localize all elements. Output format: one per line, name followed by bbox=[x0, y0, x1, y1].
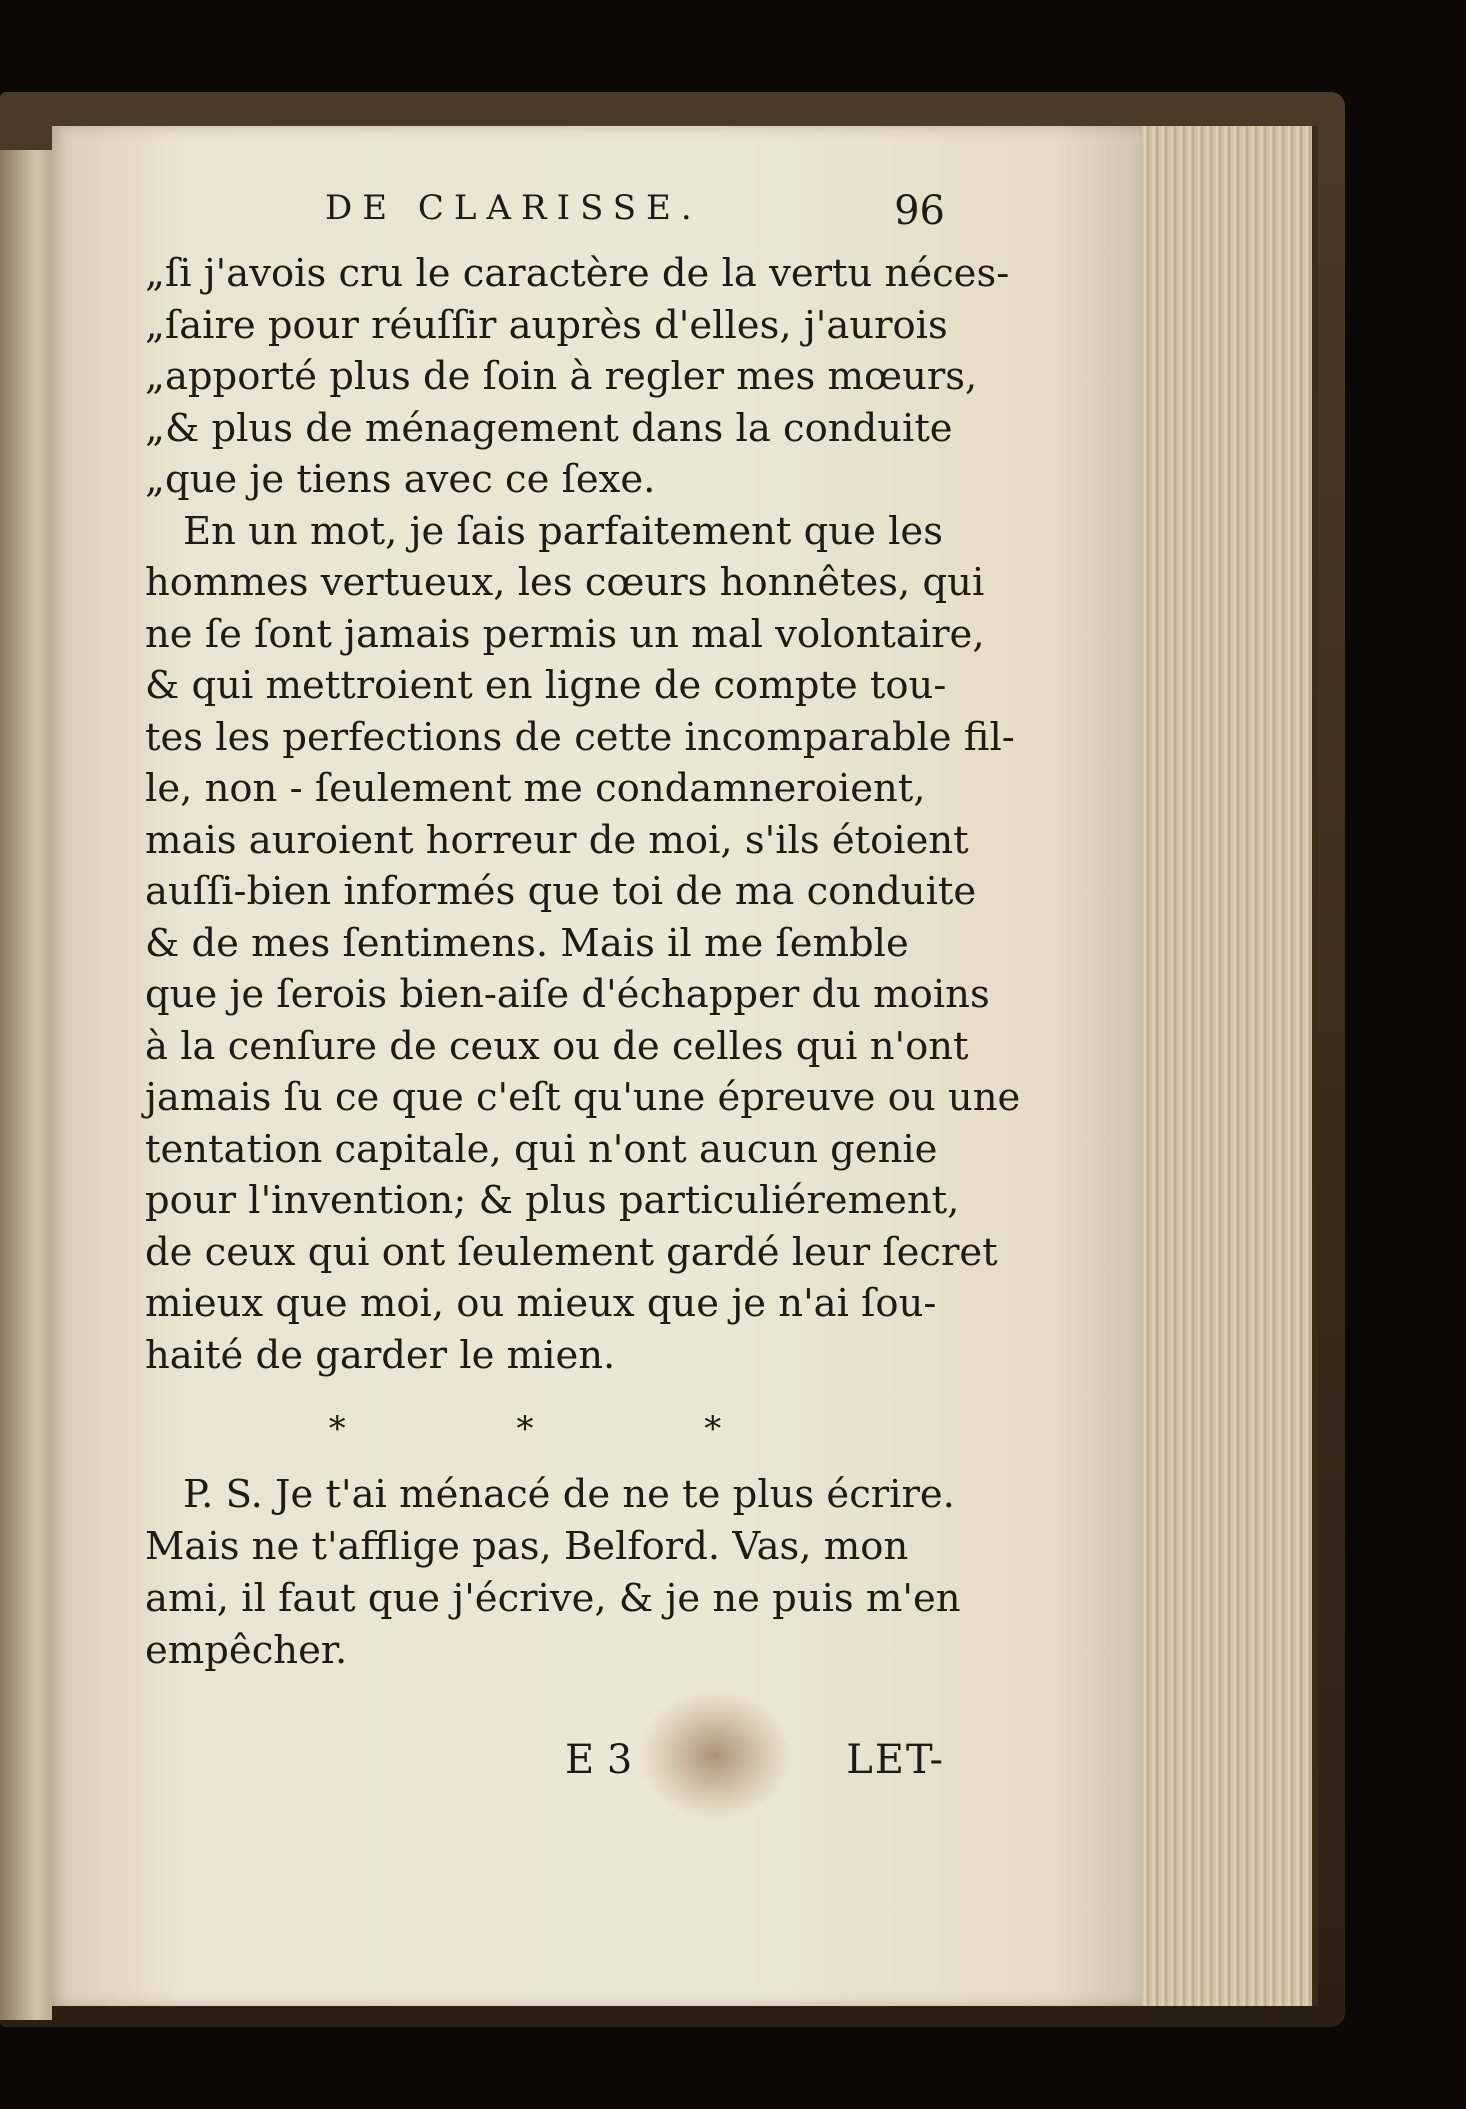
text-line: ne ſe ſont jamais permis un mal volontaire, bbox=[145, 611, 985, 657]
text-line: mais auroient horreur de moi, s'ils étoient bbox=[145, 817, 969, 863]
text-line: empêcher. bbox=[145, 1628, 348, 1673]
text-line: hommes vertueux, les cœurs honnêtes, qui bbox=[145, 560, 985, 605]
text-line: mieux que moi, ou mieux que je n'ai ſou- bbox=[145, 1281, 937, 1326]
section-separator: * * * bbox=[328, 1409, 802, 1449]
catchword: LET- bbox=[846, 1737, 945, 1783]
postscript bbox=[145, 1469, 961, 1677]
text-line: & qui mettroient en ligne de compte tou- bbox=[145, 663, 947, 708]
text-line: „ſaire pour réuſſir auprès d'elles, j'aurois bbox=[145, 302, 948, 348]
page-footer bbox=[145, 1737, 945, 1797]
text-line: tentation capitale, qui n'ont aucun genie bbox=[145, 1126, 938, 1172]
page-text bbox=[145, 188, 1021, 1797]
running-title: DE CLARISSE. bbox=[325, 188, 702, 228]
facing-page-edge bbox=[0, 150, 52, 2020]
text-line: tes les perfections de cette incomparable fil- bbox=[145, 714, 1015, 760]
body-text bbox=[145, 248, 1021, 1381]
page-number: 96 bbox=[894, 188, 945, 234]
text-line: „apporté plus de ſoin à regler mes mœurs, bbox=[145, 354, 978, 399]
page-edges bbox=[1142, 126, 1318, 2006]
text-line: „& plus de ménagement dans la conduite bbox=[145, 405, 953, 451]
signature-mark: E 3 bbox=[565, 1737, 633, 1783]
text-line: de ceux qui ont ſeulement gardé leur ſecret bbox=[145, 1229, 998, 1275]
text-line: En un mot, je ſais parfaitement que les bbox=[183, 508, 943, 554]
text-line: à la cenſure de ceux ou de celles qui n'ont bbox=[145, 1023, 969, 1069]
text-line: & de mes ſentimens. Mais il me ſemble bbox=[145, 920, 909, 966]
page-header bbox=[145, 188, 945, 248]
text-line: que je ſerois bien-aiſe d'échapper du moins bbox=[145, 972, 990, 1017]
text-line: P. S. Je t'ai ménacé de ne te plus écrire. bbox=[183, 1472, 955, 1517]
text-line: haité de garder le mien. bbox=[145, 1332, 616, 1378]
text-line: le, non - ſeulement me condamneroient, bbox=[145, 766, 926, 811]
text-line: „ſi j'avois cru le caractère de la vertu néces- bbox=[145, 251, 1010, 296]
text-line: ami, il faut que j'écrive, & je ne puis m'en bbox=[145, 1576, 961, 1621]
text-line: Mais ne t'afflige pas, Belford. Vas, mon bbox=[145, 1524, 909, 1569]
text-line: „que je tiens avec ce ſexe. bbox=[145, 457, 656, 502]
text-line: pour l'invention; & plus particuliérement, bbox=[145, 1178, 960, 1223]
text-line: auſſi-bien informés que toi de ma conduite bbox=[145, 869, 977, 914]
text-line: jamais ſu ce que c'eſt qu'une épreuve ou une bbox=[145, 1075, 1021, 1120]
